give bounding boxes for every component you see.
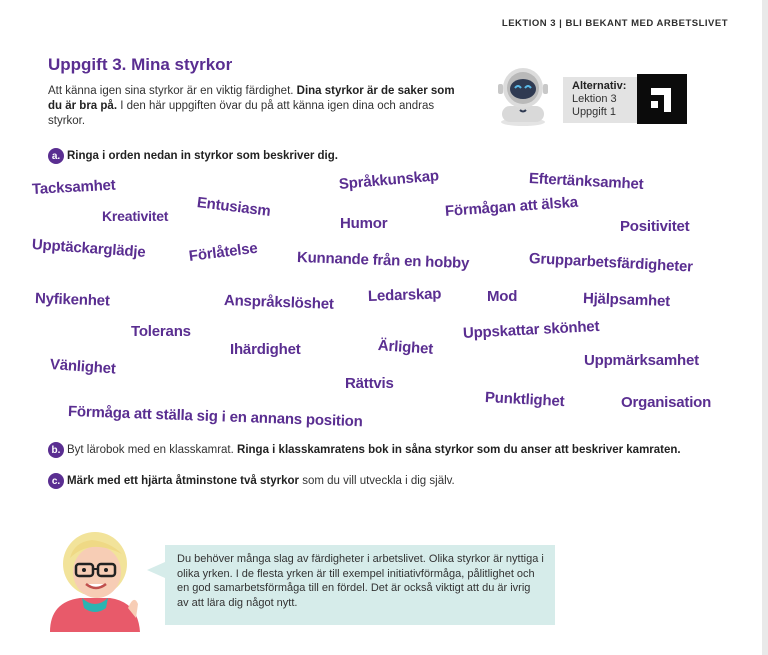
- strength-word[interactable]: Positivitet: [620, 218, 690, 235]
- strength-word[interactable]: Tolerans: [131, 323, 191, 340]
- instruction-a: [48, 148, 338, 164]
- strength-word[interactable]: Punktlighet: [484, 389, 565, 411]
- lesson-header: LEKTION 3 | BLI BEKANT MED ARBETSLIVET: [501, 18, 728, 29]
- strength-word[interactable]: Ärlighet: [377, 337, 434, 358]
- intro-text-bold: Dina styrkor är de saker som du är bra på.: [48, 85, 455, 112]
- strength-word[interactable]: Uppskattar skönhet: [462, 317, 600, 342]
- strength-word[interactable]: Rättvis: [345, 375, 394, 392]
- alternative-task: Uppgift 1: [572, 106, 617, 118]
- qr-code-icon[interactable]: [637, 74, 687, 124]
- strength-word[interactable]: Kunnande från en hobby: [296, 249, 470, 273]
- strength-word[interactable]: Kreativitet: [102, 208, 169, 224]
- speech-bubble-tail: [147, 562, 165, 578]
- strength-word[interactable]: Förlåtelse: [187, 239, 259, 265]
- strength-word[interactable]: Ledarskap: [367, 285, 442, 305]
- strength-word[interactable]: Ihärdighet: [230, 341, 301, 358]
- strength-word[interactable]: Förmåga att ställa sig i en annans position: [67, 403, 363, 431]
- strength-word[interactable]: Entusiasm: [195, 194, 272, 220]
- instruction-c: [48, 473, 455, 489]
- intro-text-1: Att känna igen sina styrkor är en viktig färdighet.: [48, 85, 297, 97]
- instruction-c-text: som du vill utveckla i dig själv.: [302, 475, 455, 487]
- strength-word[interactable]: Vänlighet: [49, 356, 117, 378]
- instruction-b: [48, 442, 681, 458]
- speech-bubble: Du behöver många slag av färdigheter i arbetslivet. Olika styrkor är nyttiga i olika yrken. I de flesta yrken är till exempel initiativförmåga, pålitlighet och en god samarbetsförmåga till en fördel. Det är också viktigt att du är ivrig av att lära dig något nytt.: [165, 545, 555, 625]
- intro-text-2: I den här uppgiften övar du på att känna igen dina och andras styrkor.: [48, 100, 435, 127]
- page-edge: [762, 0, 768, 655]
- strength-word[interactable]: Språkkunskap: [338, 167, 440, 193]
- instruction-a-badge: a.: [48, 148, 64, 164]
- task-title: Uppgift 3. Mina styrkor: [48, 55, 233, 74]
- strength-word[interactable]: Humor: [340, 215, 388, 232]
- strength-word[interactable]: Anspråkslöshet: [223, 292, 334, 313]
- strength-word[interactable]: Förmågan att älska: [444, 193, 579, 220]
- teacher-avatar: [40, 520, 150, 632]
- instruction-b-bold: Ringa i klasskamratens bok in såna styrkor som du anser att beskriver kamraten.: [237, 444, 681, 456]
- strength-word[interactable]: Organisation: [621, 394, 712, 411]
- strength-word[interactable]: Nyfikenhet: [34, 290, 110, 310]
- alternative-lesson: Lektion 3: [572, 93, 617, 105]
- strength-word[interactable]: Upptäckarglädje: [31, 236, 147, 261]
- robot-mascot-icon: [488, 64, 558, 126]
- strength-word[interactable]: Mod: [487, 288, 518, 305]
- alternative-box: [563, 77, 637, 123]
- task-intro: [48, 84, 468, 129]
- strength-word[interactable]: Uppmärksamhet: [584, 352, 699, 369]
- strength-word[interactable]: Tacksamhet: [31, 176, 116, 198]
- strength-word[interactable]: Eftertänksamhet: [528, 170, 644, 193]
- strength-word[interactable]: Hjälpsamhet: [582, 290, 671, 311]
- strength-word[interactable]: Grupparbetsfärdigheter: [528, 250, 694, 276]
- instruction-a-text: Ringa i orden nedan in styrkor som beskriver dig.: [67, 150, 338, 162]
- instruction-c-badge: c.: [48, 473, 64, 489]
- instruction-b-text: Byt lärobok med en klasskamrat.: [67, 444, 234, 456]
- instruction-b-badge: b.: [48, 442, 64, 458]
- alternative-label: Alternativ:: [572, 80, 627, 92]
- instruction-c-bold: Märk med ett hjärta åtminstone två styrkor: [67, 475, 299, 487]
